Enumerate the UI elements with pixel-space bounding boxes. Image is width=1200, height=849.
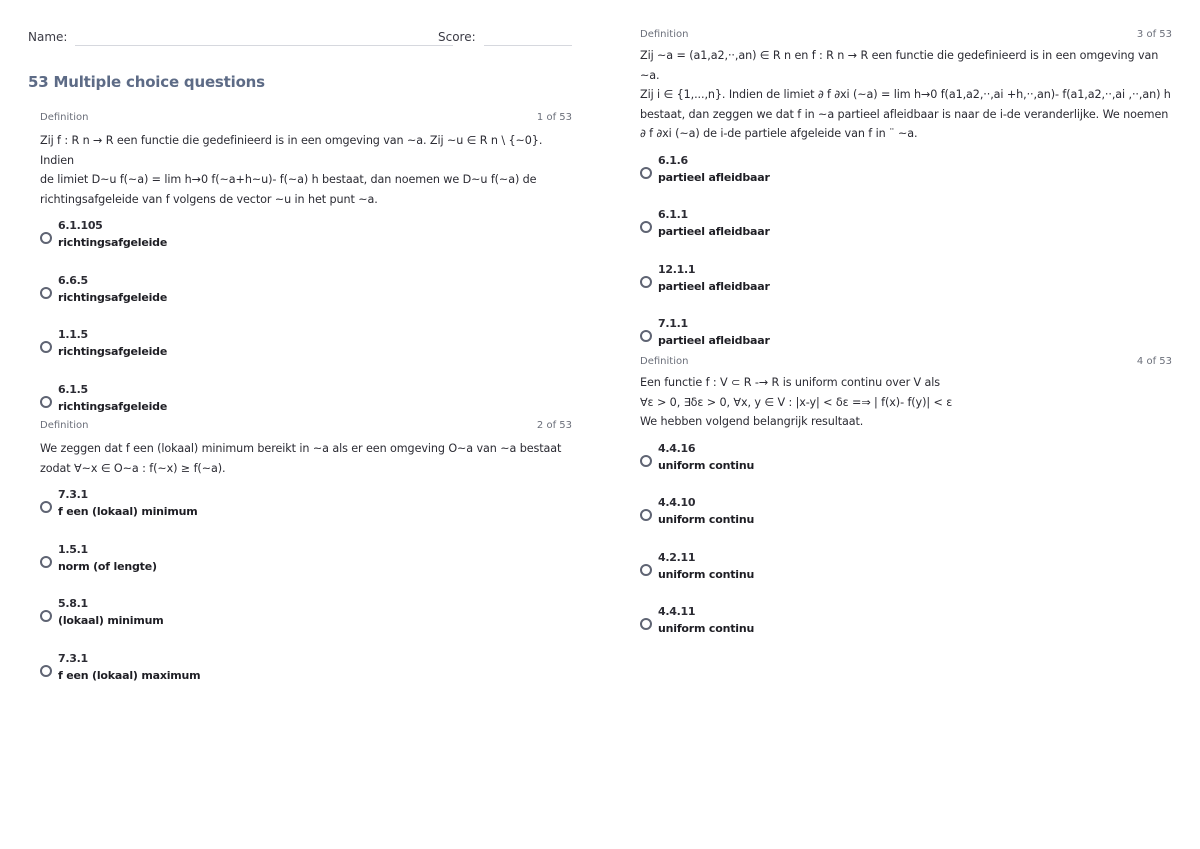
radio-button[interactable] xyxy=(640,509,652,521)
option-answer: partieel afleidbaar xyxy=(658,225,770,238)
option-code: 4.2.11 xyxy=(658,550,696,564)
radio-button[interactable] xyxy=(40,610,52,622)
option-code: 1.1.5 xyxy=(58,328,88,341)
answer-option[interactable] xyxy=(640,262,1172,317)
radio-button[interactable] xyxy=(640,618,652,630)
option-answer: f een (lokaal) minimum xyxy=(58,505,198,518)
option-answer: (lokaal) minimum xyxy=(58,614,164,627)
radio-button[interactable] xyxy=(640,276,652,288)
answer-option[interactable] xyxy=(640,604,1172,659)
score-label: Score: xyxy=(438,30,476,44)
option-answer: richtingsafgeleide xyxy=(58,399,168,413)
question-text xyxy=(40,131,572,209)
option-answer: partieel afleidbaar xyxy=(658,334,770,347)
option-answer: partieel afleidbaar xyxy=(658,170,770,184)
answer-option[interactable] xyxy=(640,153,1172,208)
score-field[interactable] xyxy=(484,45,572,46)
option-code: 7.3.1 xyxy=(58,488,88,501)
question-header xyxy=(640,29,1172,45)
question-text-line: ∂ f ∂xi (~a) de i-de partiele afgeleide van f in ¨ ~a. xyxy=(640,127,918,140)
name-label: Name: xyxy=(28,30,68,44)
name-field[interactable] xyxy=(75,45,453,46)
option-answer: f een (lokaal) maximum xyxy=(58,668,201,682)
question-text-line: de limiet D~u f(~a) = lim h→0 f(~a+h~u)- f(~a) h bestaat, dan noemen we D~u f(~a) de xyxy=(40,173,537,186)
question-kind: Definition xyxy=(40,420,89,431)
question-number: 1 of 53 xyxy=(536,112,572,123)
radio-button[interactable] xyxy=(40,232,52,244)
question-text-line: We hebben volgend belangrijk resultaat. xyxy=(640,415,864,428)
radio-button[interactable] xyxy=(40,287,52,299)
answer-option[interactable] xyxy=(640,550,1172,605)
radio-button[interactable] xyxy=(40,341,52,353)
answer-option[interactable] xyxy=(640,207,1172,262)
question-text-line: Zij ~a = (a1,a2,··,an) ∈ R n en f : R n → R een functie die gedefinieerd is in een omgeving van ~a. xyxy=(640,49,1159,82)
question-text-line: Zij i ∈ {1,...,n}. Indien de limiet ∂ f ∂xi (~a) = lim h→0 f(a1,a2,··,ai +h,··,an)- f(a1,a2,··,ai ,··,an) h xyxy=(640,88,1171,101)
options-list xyxy=(640,153,1172,371)
question-text xyxy=(640,46,1172,144)
radio-button[interactable] xyxy=(640,455,652,467)
option-code: 4.4.16 xyxy=(658,441,696,455)
answer-option[interactable] xyxy=(40,651,572,706)
option-code: 6.6.5 xyxy=(58,273,88,287)
radio-button[interactable] xyxy=(640,221,652,233)
option-answer: uniform continu xyxy=(658,567,755,581)
option-code: 6.1.6 xyxy=(658,153,688,167)
question-kind: Definition xyxy=(640,29,689,40)
option-code: 6.1.1 xyxy=(658,208,688,221)
question-text-line: Een functie f : V ⊂ R -→ R is uniform continu over V als xyxy=(640,376,941,389)
option-answer: richtingsafgeleide xyxy=(58,290,168,304)
option-code: 5.8.1 xyxy=(58,597,88,610)
option-answer: richtingsafgeleide xyxy=(58,345,168,358)
option-answer: richtingsafgeleide xyxy=(58,236,168,249)
question-card xyxy=(640,29,1172,371)
question-kind: Definition xyxy=(640,356,689,367)
radio-button[interactable] xyxy=(640,564,652,576)
option-code: 1.5.1 xyxy=(58,542,88,556)
question-number: 4 of 53 xyxy=(1136,356,1172,367)
option-answer: partieel afleidbaar xyxy=(658,279,770,293)
radio-button[interactable] xyxy=(40,501,52,513)
answer-option[interactable] xyxy=(40,542,572,597)
option-answer: uniform continu xyxy=(658,513,755,526)
option-code: 6.1.5 xyxy=(58,382,88,396)
answer-option[interactable] xyxy=(640,441,1172,496)
question-text-line: zodat ∀~x ∈ O~a : f(~x) ≥ f(~a). xyxy=(40,461,226,475)
question-card xyxy=(640,356,1172,659)
option-code: 7.1.1 xyxy=(658,317,688,330)
radio-button[interactable] xyxy=(640,330,652,342)
question-text-line: We zeggen dat f een (lokaal) minimum bereikt in ~a als er een omgeving O~a van ~a bestaat xyxy=(40,442,562,455)
radio-button[interactable] xyxy=(40,556,52,568)
option-code: 7.3.1 xyxy=(58,651,88,665)
options-list xyxy=(40,487,572,705)
option-answer: norm (of lengte) xyxy=(58,559,157,573)
option-code: 4.4.10 xyxy=(658,496,696,509)
question-text-line: Zij f : R n → R een functie die gedefinieerd is in een omgeving van ~a. Zij ~u ∈ R n \ {~0}. Indien xyxy=(40,134,543,167)
answer-option[interactable] xyxy=(40,273,572,328)
answer-option[interactable] xyxy=(40,487,572,542)
option-answer: uniform continu xyxy=(658,622,755,635)
option-answer: uniform continu xyxy=(658,458,755,472)
question-text-line: bestaat, dan zeggen we dat f in ~a partieel afleidbaar is naar de i-de veranderlijke. We noemen xyxy=(640,107,1169,121)
worksheet-header xyxy=(28,30,572,48)
question-header xyxy=(640,356,1172,372)
option-code: 6.1.105 xyxy=(58,219,103,232)
question-text xyxy=(40,439,572,478)
question-number: 3 of 53 xyxy=(1136,29,1172,40)
question-card xyxy=(40,420,572,705)
radio-button[interactable] xyxy=(40,396,52,408)
question-kind: Definition xyxy=(40,112,89,123)
radio-button[interactable] xyxy=(40,665,52,677)
option-code: 4.4.11 xyxy=(658,605,696,618)
options-list xyxy=(640,441,1172,659)
option-code: 12.1.1 xyxy=(658,262,696,276)
question-header xyxy=(40,420,572,436)
answer-option[interactable] xyxy=(40,596,572,651)
radio-button[interactable] xyxy=(640,167,652,179)
options-list xyxy=(40,218,572,436)
answer-option[interactable] xyxy=(40,327,572,382)
answer-option[interactable] xyxy=(640,495,1172,550)
question-text xyxy=(640,373,1172,432)
question-number: 2 of 53 xyxy=(536,420,572,431)
question-card xyxy=(40,112,572,436)
answer-option[interactable] xyxy=(40,218,572,273)
question-header xyxy=(40,112,572,128)
question-text-line: richtingsafgeleide van f volgens de vector ~u in het punt ~a. xyxy=(40,192,378,206)
page-title: 53 Multiple choice questions xyxy=(28,73,265,91)
question-text-line: ∀ε > 0, ∃δε > 0, ∀x, y ∈ V : |x-y| < δε =⇒ | f(x)- f(y)| < ε xyxy=(640,395,953,409)
